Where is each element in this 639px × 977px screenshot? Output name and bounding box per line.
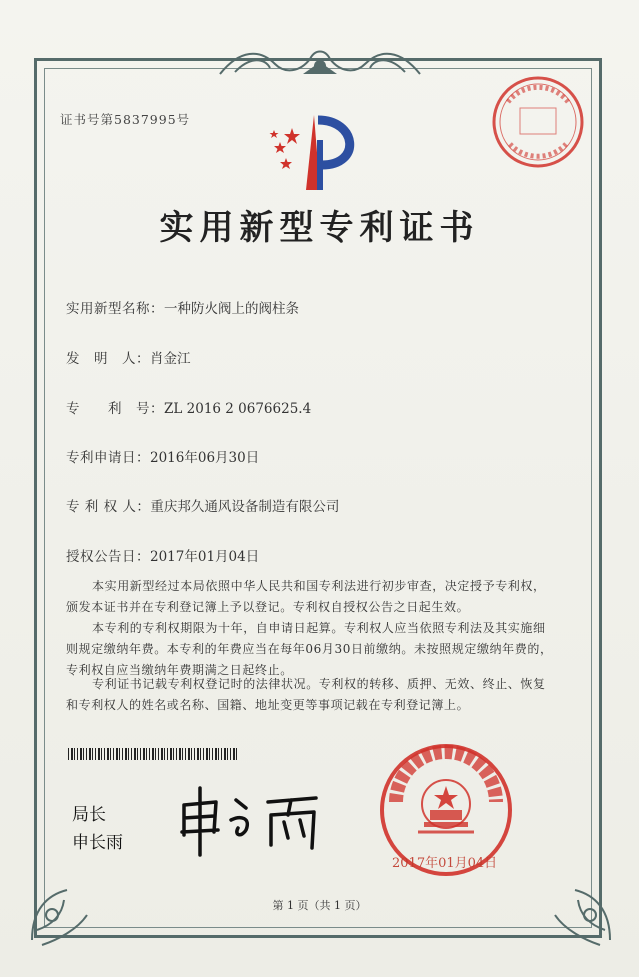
field-grant-date bbox=[66, 545, 259, 565]
field-value: ZL 2016 2 0676625.4 bbox=[164, 401, 312, 417]
field-patent-number bbox=[66, 397, 311, 417]
field-value: 一种防火阀上的阀柱条 bbox=[164, 301, 299, 317]
field-label: 专利申请日： bbox=[66, 450, 150, 466]
field-value: 2016年06月30日 bbox=[150, 450, 260, 466]
field-label: 授权公告日： bbox=[66, 549, 150, 565]
top-ornament-icon bbox=[215, 44, 425, 80]
field-label: 专 利 权 人： bbox=[66, 499, 151, 515]
signature-icon bbox=[176, 780, 326, 860]
field-utility-model-name bbox=[66, 297, 299, 317]
director-name: 申长雨 bbox=[72, 833, 123, 853]
field-filing-date bbox=[66, 446, 259, 466]
director-title: 局长 bbox=[72, 805, 106, 825]
paragraph: 专利证书记载专利权登记时的法律状况。专利权的转移、质押、无效、终止、恢复和专利权人的姓名或名称、国籍、地址变更等事项记载在专利登记簿上。 bbox=[66, 677, 546, 712]
field-label: 专 利 号： bbox=[66, 401, 164, 417]
patent-office-emblem-icon bbox=[262, 110, 372, 195]
paragraph: 本实用新型经过本局依照中华人民共和国专利法进行初步审查，决定授予专利权，颁发本证书并在专利登记簿上予以登记。专利权自授权公告之日起生效。 bbox=[66, 579, 546, 614]
field-inventor bbox=[66, 347, 191, 367]
field-label: 实用新型名称： bbox=[66, 301, 164, 317]
field-value: 肖金江 bbox=[150, 351, 191, 367]
field-label: 发 明 人： bbox=[66, 351, 150, 367]
certificate-number: 证书号第5837995号 bbox=[60, 112, 191, 127]
document-title: 实用新型专利证书 bbox=[159, 208, 480, 248]
paragraph: 本专利的专利权期限为十年，自申请日起算。专利权人应当依照专利法及其实施细则规定缴纳年费。本专利的年费应当在每年06月30日前缴纳。未按照规定缴纳年费的，专利权自应当缴纳年费期满之日起终止。 bbox=[66, 621, 553, 677]
field-value: 2017年01月04日 bbox=[150, 549, 260, 565]
agency-seal-icon bbox=[488, 72, 588, 172]
page-number: 第 1 页（共 1 页） bbox=[272, 899, 367, 912]
field-value: 重庆邦久通风设备制造有限公司 bbox=[150, 499, 340, 515]
field-patentee bbox=[66, 495, 339, 515]
seal-date: 2017年01月04日 bbox=[392, 856, 498, 871]
barcode bbox=[68, 748, 238, 760]
